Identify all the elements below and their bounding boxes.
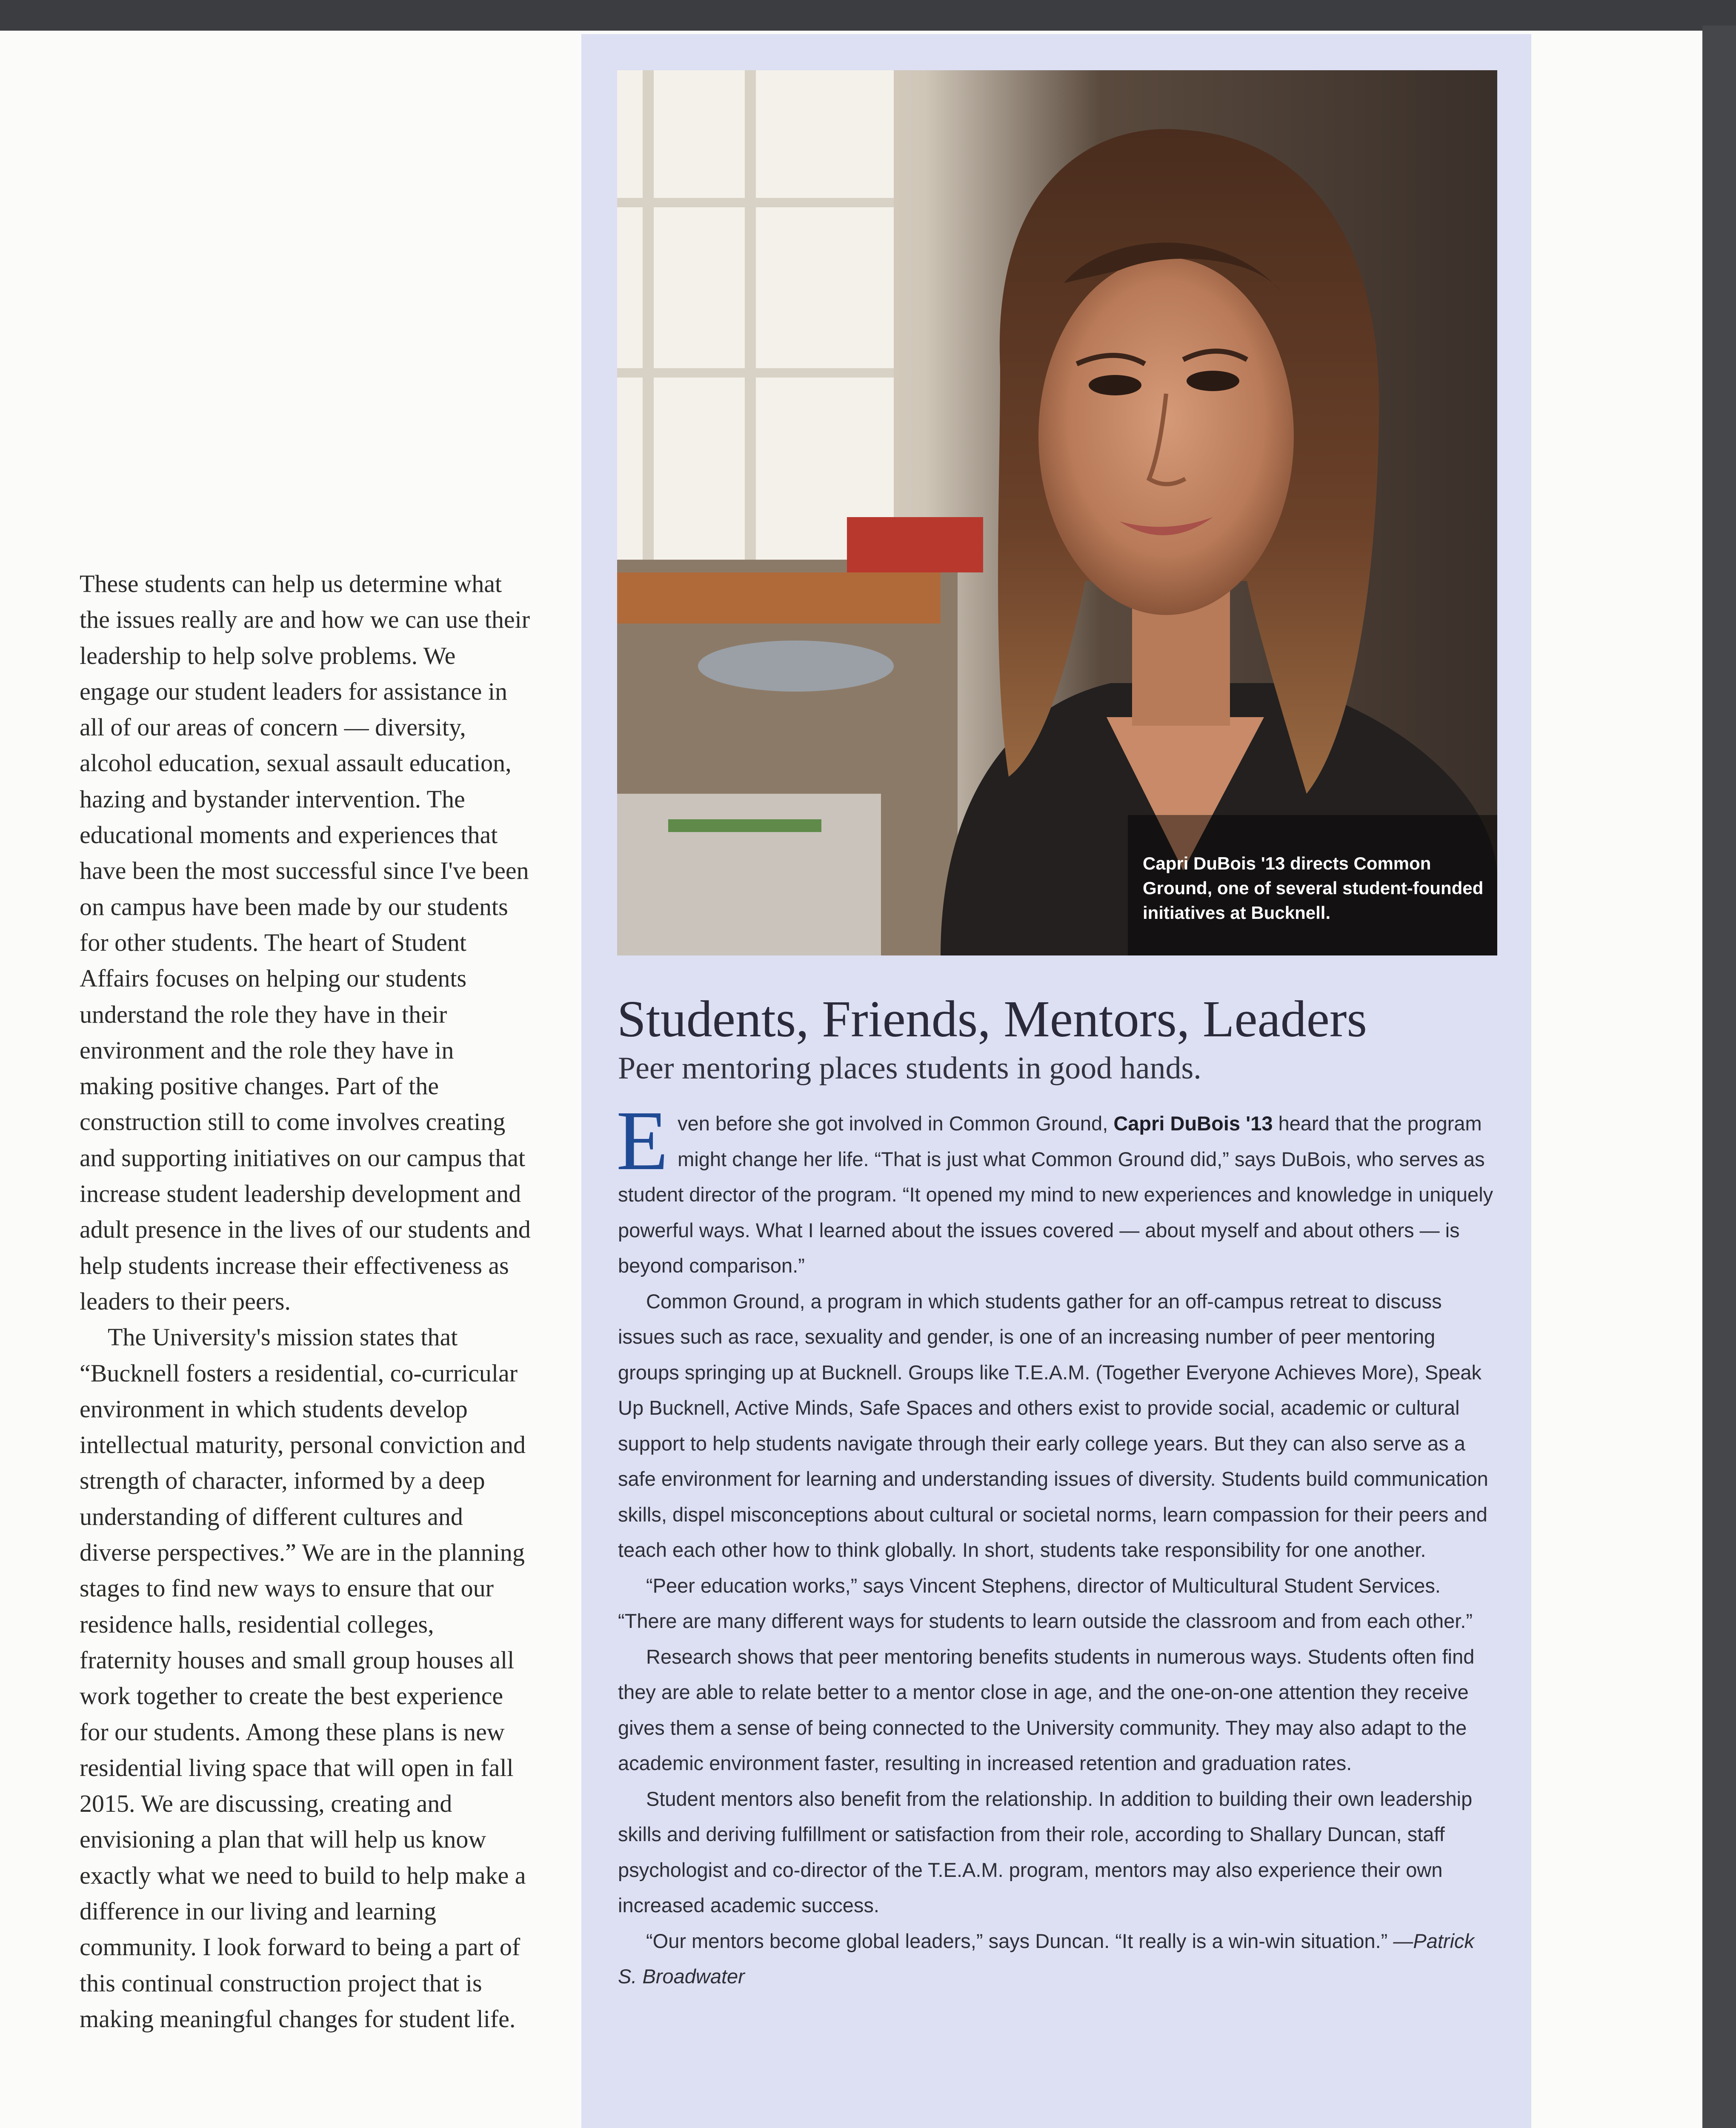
article-paragraph: “Peer education works,” says Vincent Stephens, director of Multicultural Student Services. “There are many different ways for students to learn outside the classroom and from each other.”: [618, 1574, 1473, 1632]
portrait-photo: [617, 70, 1497, 955]
article-paragraph: Research shows that peer mentoring benefits students in numerous ways. Students often find they are able to relate better to a mentor close in age, and the one-on-one attention they receive gives them a sense of being connected to the University community. They may also adapt to the academic environment faster, resulting in increased retention and graduation rates.: [618, 1645, 1475, 1774]
scan-right-edge: [1702, 26, 1736, 2128]
article-text: heard that the program might change her life. “That is just what Common Ground did,” says DuBois, who serves as student director of the program. “It opened my mind to new experiences and knowledge in uniquely powerful ways. What I learned about the issues covered — about myself and about others — is beyond comparison.”: [618, 1112, 1493, 1277]
article-subhead: Peer mentoring places students in good hands.: [618, 1051, 1201, 1086]
article-body: [616, 1094, 1496, 1994]
article-paragraph: [616, 1094, 1496, 1284]
essay-paragraph: These students can help us determine what the issues really are and how we can use their leadership to help solve problems. We engage our student leaders for assistance in all of our areas of concern — diversity, alcohol education, sexual assault education, hazing and bystander intervention. The educational moments and experiences that have been the most successful since I've been on campus have been made by our students for other students. The heart of Student Affairs focuses on helping our students understand the role they have in their environment and the role they have in making positive changes. Part of the construction still to come involves creating and supporting initiatives on our campus that increase student leadership development and adult presence in the lives of our students and help students increase their effectiveness as leaders to their peers.: [80, 570, 531, 1315]
scan-top-edge: [0, 0, 1736, 31]
article-paragraph: [618, 1923, 1496, 1994]
student-name: Capri DuBois '13: [1113, 1112, 1273, 1135]
article-text: ven before she got involved in Common Ground,: [678, 1112, 1114, 1135]
essay-paragraph: The University's mission states that “Bucknell fosters a residential, co-curricular environment in which students develop intellectual maturity, personal conviction and strength of character, informed by a deep understanding of different cultures and diverse perspectives.” We are in the planning stages to find new ways to ensure that our residence halls, residential colleges, fraternity houses and small group houses all work together to create the best experience for our students. Among these plans is new residential living space that will open in fall 2015. We are discussing, creating and envisioning a plan that will help us know exactly what we need to build to help make a difference in our living and learning community. I look forward to being a part of this continual construction project that is making meaningful changes for student life.: [80, 1323, 526, 2033]
byline: —Patrick S. Broadwater: [618, 1929, 1475, 1988]
article-paragraph: Common Ground, a program in which students gather for an off-campus retreat to discuss issues such as race, sexuality and gender, is one of an increasing number of peer mentoring groups springing up at Bucknell. Groups like T.E.A.M. (Together Everyone Achieves More), Speak Up Bucknell, Active Minds, Safe Spaces and others exist to provide social, academic or cultural support to help students navigate through their early college years. But they can also serve as a safe environment for learning and understanding issues of diversity. Students build communication skills, dispel misconceptions about cultural or societal norms, learn compassion for their peers and teach each other how to think globally. In short, students take responsibility for one another.: [618, 1290, 1488, 1561]
article-text: “Our mentors become global leaders,” says Duncan. “It really is a win-win situation.”: [646, 1929, 1393, 1952]
article-paragraph: Student mentors also benefit from the relationship. In addition to building their own leadership skills and deriving fulfillment or satisfaction from their role, according to Shallary Duncan, staff psychologist and co-director of the T.E.A.M. program, mentors may also experience their own increased academic success.: [618, 1787, 1473, 1916]
article-headline: Students, Friends, Mentors, Leaders: [617, 990, 1367, 1048]
essay-column: [80, 566, 531, 2037]
portrait-illustration: [617, 70, 1497, 955]
drop-cap: E: [616, 1094, 669, 1188]
photo-caption: Capri DuBois '13 directs Common Ground, one of several student-founded initiatives at Bucknell.: [1143, 853, 1484, 923]
